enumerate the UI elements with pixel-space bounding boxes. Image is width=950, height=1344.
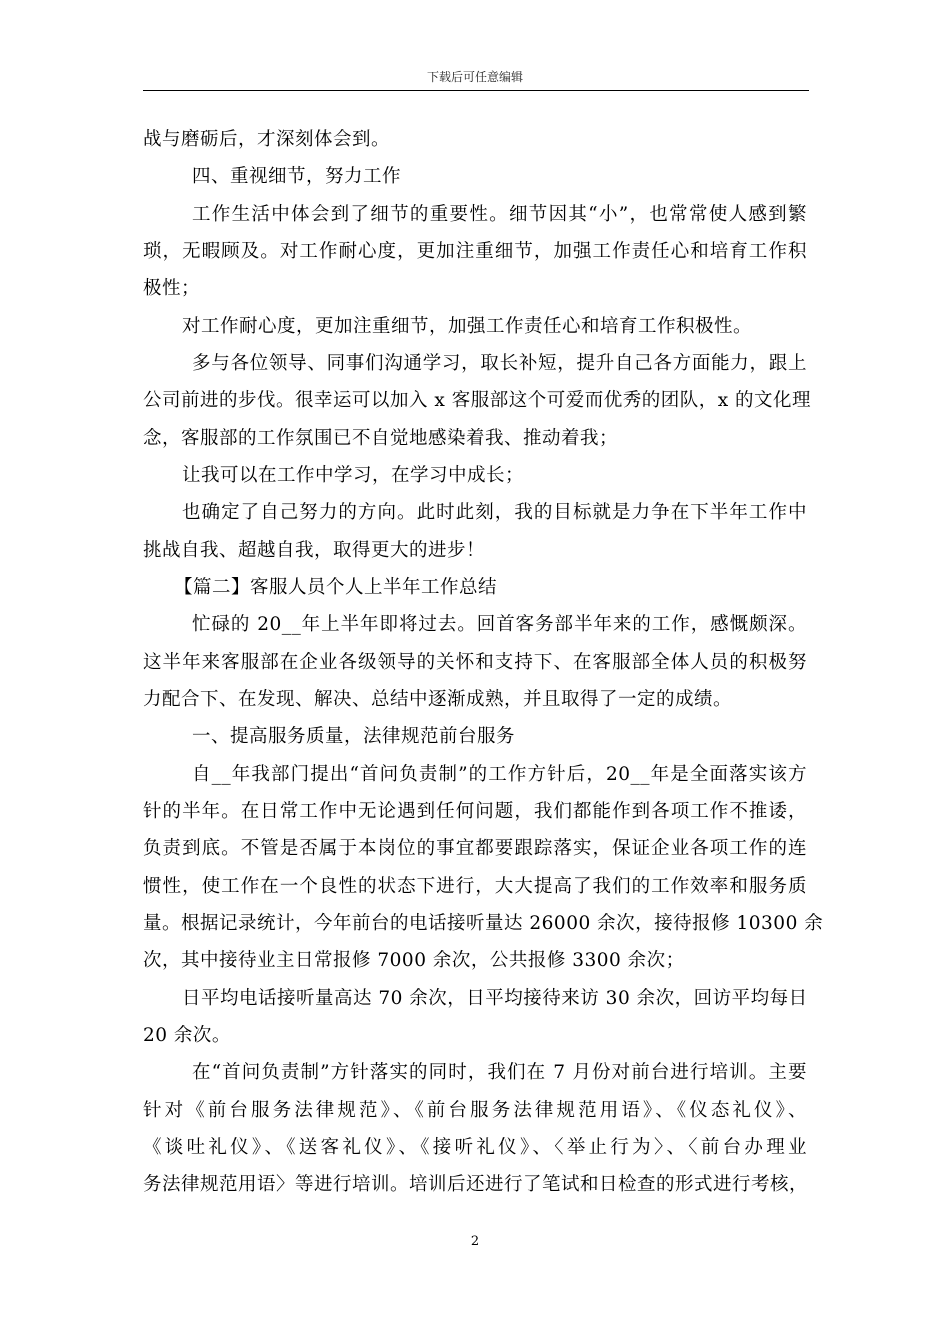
text-line: 这半年来客服部在企业各级领导的关怀和支持下、在客服部全体人员的积极努 bbox=[143, 652, 807, 673]
header-rule bbox=[143, 90, 809, 91]
page-number: 2 bbox=[470, 1234, 480, 1249]
text-line: 针对《前台服务法律规范》、《前台服务法律规范用语》、《仪态礼仪》、 bbox=[143, 1100, 807, 1121]
text-line: 惯性，使工作在一个良性的状态下进行，大大提高了我们的工作效率和服务质 bbox=[143, 876, 807, 897]
text-line: 战与磨砺后，才深刻体会到。 bbox=[143, 129, 391, 150]
text-line: 公司前进的步伐。很幸运可以加入 x 客服部这个可爱而优秀的团队，x 的文化理 bbox=[143, 390, 812, 411]
text-line: 极性； bbox=[143, 278, 201, 299]
text-line: 《谈吐礼仪》、《送客礼仪》、《接听礼仪》、〈举止行为〉、〈前台办理业 bbox=[143, 1137, 807, 1158]
text-line: 务法律规范用语〉等进行培训。培训后还进行了笔试和日检查的形式进行考核， bbox=[143, 1174, 809, 1195]
text-line: 自__年我部门提出“首问负责制”的工作方针后，20__年是全面落实该方 bbox=[192, 764, 807, 785]
text-line: 在“首问负责制”方针落实的同时，我们在 7 月份对前台进行培训。主要 bbox=[192, 1062, 807, 1083]
text-line: 20 余次。 bbox=[143, 1025, 231, 1046]
section-heading: 四、重视细节，努力工作 bbox=[192, 166, 402, 187]
section-heading: 一、提高服务质量，法律规范前台服务 bbox=[192, 726, 516, 747]
text-line: 日平均电话接听量高达 70 余次，日平均接待来访 30 余次，回访平均每日 bbox=[182, 988, 808, 1009]
text-line: 工作生活中体会到了细节的重要性。细节因其“小”，也常常使人感到繁 bbox=[192, 204, 807, 225]
text-line: 挑战自我、超越自我，取得更大的进步！ bbox=[143, 540, 486, 561]
text-line: 针的半年。在日常工作中无论遇到任何问题，我们都能作到各项工作不推诿， bbox=[143, 801, 807, 822]
chapter-heading: 【篇二】客服人员个人上半年工作总结 bbox=[174, 577, 498, 598]
text-line: 力配合下、在发现、解决、总结中逐渐成熟，并且取得了一定的成绩。 bbox=[143, 689, 733, 710]
text-line: 让我可以在工作中学习，在学习中成长； bbox=[182, 465, 525, 486]
text-line: 负责到底。不管是否属于本岗位的事宜都要跟踪落实，保证企业各项工作的连 bbox=[143, 838, 807, 859]
text-line: 量。根据记录统计，今年前台的电话接听量达 26000 余次，接待报修 10300 余 bbox=[143, 913, 824, 934]
text-line: 琐，无暇顾及。对工作耐心度，更加注重细节，加强工作责任心和培育工作积 bbox=[143, 241, 807, 262]
text-line: 念，客服部的工作氛围已不自觉地感染着我、推动着我； bbox=[143, 428, 619, 449]
text-line: 忙碌的 20__年上半年即将过去。回首客务部半年来的工作，感慨颇深。 bbox=[192, 614, 807, 635]
text-line: 多与各位领导、同事们沟通学习，取长补短，提升自己各方面能力，跟上 bbox=[192, 353, 807, 374]
text-line: 对工作耐心度，更加注重细节，加强工作责任心和培育工作积极性。 bbox=[182, 316, 753, 337]
text-line: 也确定了自己努力的方向。此时此刻，我的目标就是力争在下半年工作中 bbox=[182, 502, 807, 523]
page-header: 下载后可任意编辑 bbox=[426, 70, 523, 84]
text-line: 次，其中接待业主日常报修 7000 余次，公共报修 3300 余次； bbox=[143, 950, 685, 971]
